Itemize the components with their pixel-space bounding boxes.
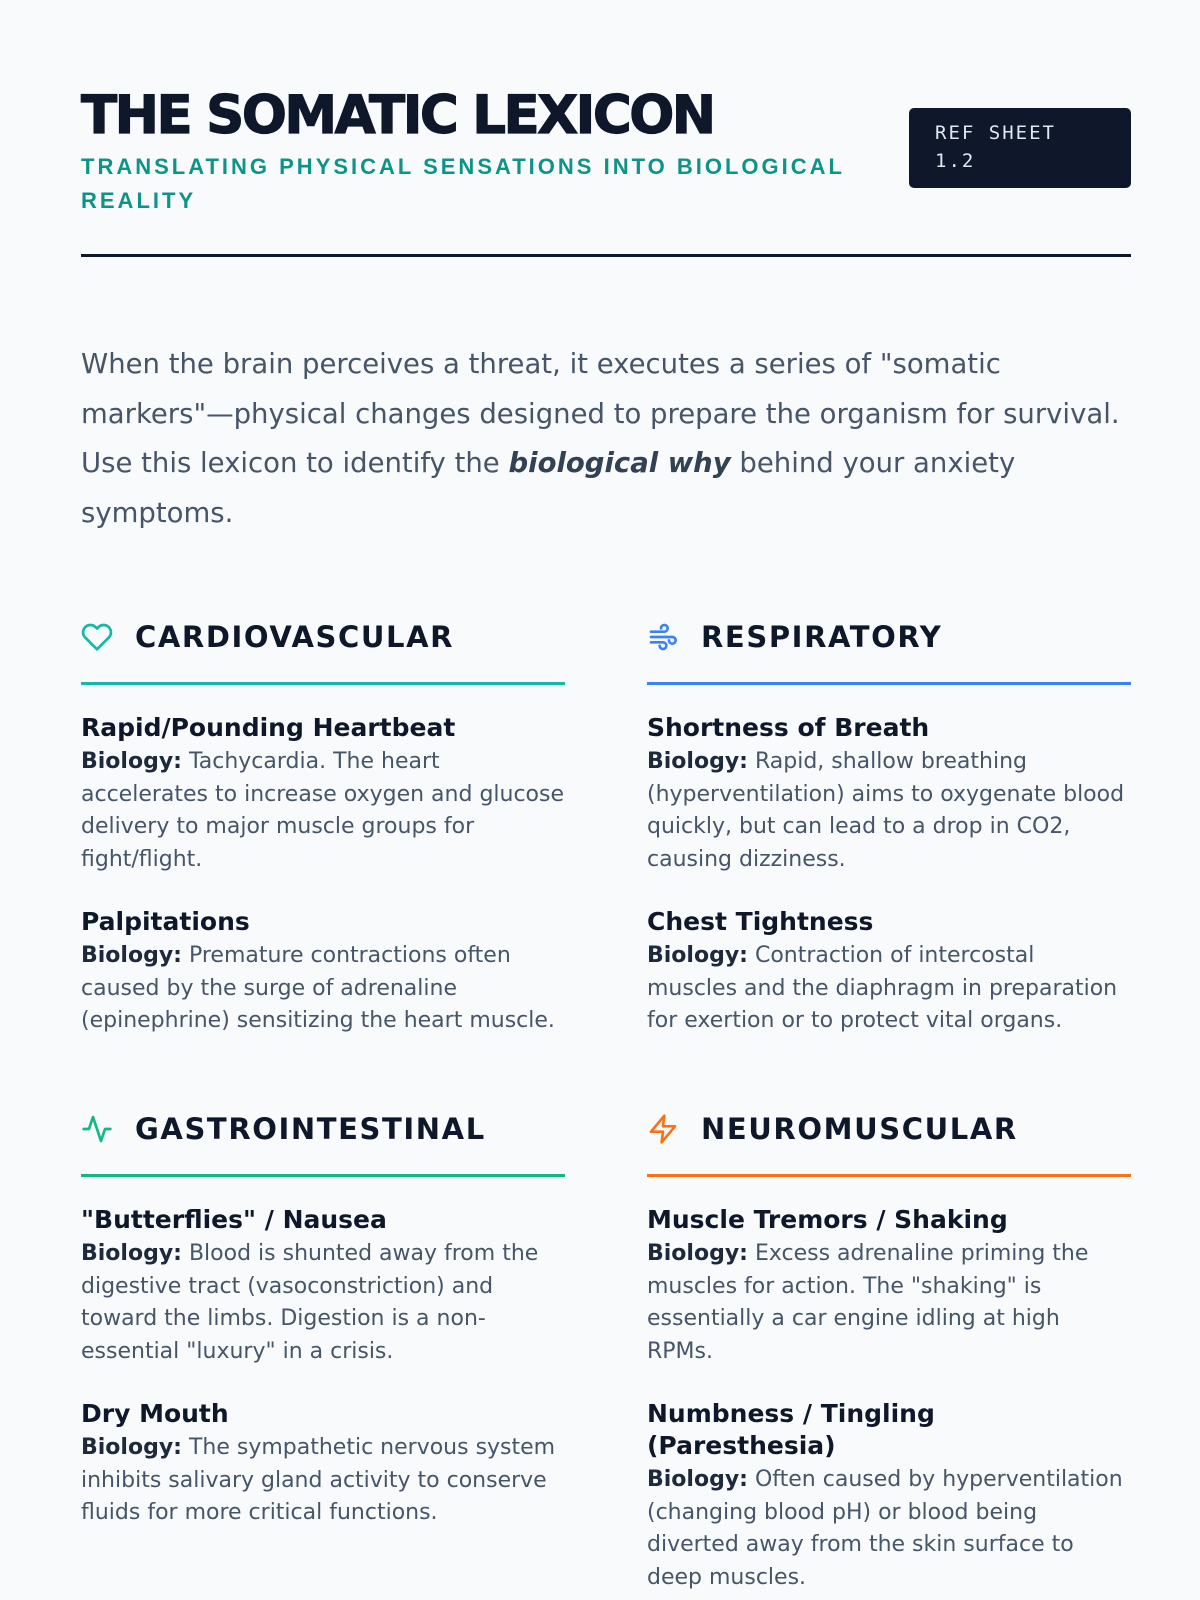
section-title: RESPIRATORY xyxy=(701,620,943,654)
symptom-description xyxy=(81,940,565,1038)
section-header xyxy=(81,618,565,685)
biology-text: Excess adrenaline priming the muscles for action. The "shaking" is essentially a car engine idling at high RPMs. xyxy=(647,1241,1089,1364)
symptom-description xyxy=(647,746,1131,876)
symptom-entry xyxy=(81,906,565,1038)
entry-list xyxy=(81,1204,565,1560)
symptom-title: Palpitations xyxy=(81,907,250,936)
symptom-description xyxy=(647,940,1131,1038)
symptom-title: Numbness / Tingling (Paresthesia) xyxy=(647,1399,935,1460)
ref-sheet-badge: REF SHEET 1.2 xyxy=(909,108,1131,188)
symptom-entry xyxy=(647,1204,1131,1368)
symptom-title: Shortness of Breath xyxy=(647,713,930,742)
lightning-icon xyxy=(647,1113,679,1145)
biology-label: Biology: xyxy=(647,1467,748,1492)
symptom-entry xyxy=(647,906,1131,1038)
wind-icon xyxy=(647,621,679,653)
symptom-title: Muscle Tremors / Shaking xyxy=(647,1205,1008,1234)
section-header xyxy=(81,1110,565,1177)
page-subtitle: TRANSLATING PHYSICAL SENSATIONS INTO BIOLOGICAL REALITY xyxy=(81,154,845,213)
section-cardiovascular xyxy=(81,618,565,1033)
symptom-title: Chest Tightness xyxy=(647,907,874,936)
biology-label: Biology: xyxy=(81,749,182,774)
symptom-title: Rapid/Pounding Heartbeat xyxy=(81,713,456,742)
symptom-entry xyxy=(81,712,565,876)
biology-label: Biology: xyxy=(647,943,748,968)
page-title: THE SOMATIC LEXICON xyxy=(81,85,714,146)
entry-list xyxy=(647,1204,1131,1600)
intro-emphasis: biological why xyxy=(508,447,731,479)
symptom-entry xyxy=(647,712,1131,876)
symptom-entry xyxy=(81,1398,565,1530)
activity-icon xyxy=(81,1113,113,1145)
section-header xyxy=(647,618,1131,685)
header xyxy=(81,85,1131,258)
symptom-description xyxy=(81,1238,565,1368)
entry-list xyxy=(81,712,565,1068)
section-header xyxy=(647,1110,1131,1177)
biology-text: Tachycardia. The heart accelerates to increase oxygen and glucose delivery to major muscle groups for fight/flight. xyxy=(81,749,565,872)
biology-text: Premature contractions often caused by the surge of adrenaline (epinephrine) sensitizing the heart muscle. xyxy=(81,943,555,1033)
biology-text: Often caused by hyperventilation (changing blood pH) or blood being diverted away from the skin surface to deep muscles. xyxy=(647,1467,1123,1590)
biology-label: Biology: xyxy=(81,1435,182,1460)
biology-text: Rapid, shallow breathing (hyperventilation) aims to oxygenate blood quickly, but can lead to a drop in CO2, causing dizziness. xyxy=(647,749,1125,872)
symptom-entry xyxy=(647,1398,1131,1594)
heart-icon xyxy=(81,621,113,653)
biology-text: The sympathetic nervous system inhibits salivary gland activity to conserve fluids for more critical functions. xyxy=(81,1435,556,1525)
header-divider xyxy=(81,254,1131,257)
intro-text-after: behind your anxiety symptoms. xyxy=(81,447,1016,529)
section-title: GASTROINTESTINAL xyxy=(135,1112,486,1146)
biology-label: Biology: xyxy=(81,1241,182,1266)
symptom-title: Dry Mouth xyxy=(81,1399,229,1428)
section-title: NEUROMUSCULAR xyxy=(701,1112,1018,1146)
biology-label: Biology: xyxy=(647,1241,748,1266)
symptom-title: "Butterflies" / Nausea xyxy=(81,1205,387,1234)
intro-paragraph xyxy=(81,340,1131,538)
biology-text: Contraction of intercostal muscles and the diaphragm in preparation for exertion or to protect vital organs. xyxy=(647,943,1118,1033)
symptom-description xyxy=(647,1238,1131,1368)
section-neuromuscular xyxy=(647,1110,1131,1590)
section-title: CARDIOVASCULAR xyxy=(135,620,455,654)
symptom-description xyxy=(81,1432,565,1530)
symptom-description xyxy=(81,746,565,876)
biology-label: Biology: xyxy=(647,749,748,774)
entry-list xyxy=(647,712,1131,1068)
biology-label: Biology: xyxy=(81,943,182,968)
section-gastrointestinal xyxy=(81,1110,565,1525)
biology-text: Blood is shunted away from the digestive tract (vasoconstriction) and toward the limbs. Digestion is a non-essential "luxury" in a crisis. xyxy=(81,1241,539,1364)
intro-text-before: When the brain perceives a threat, it executes a series of "somatic markers"—physical changes designed to prepare the organism for survival. Use this lexicon to identify the xyxy=(81,348,1120,479)
symptom-description xyxy=(647,1464,1131,1594)
section-respiratory xyxy=(647,618,1131,1033)
symptom-entry xyxy=(81,1204,565,1368)
